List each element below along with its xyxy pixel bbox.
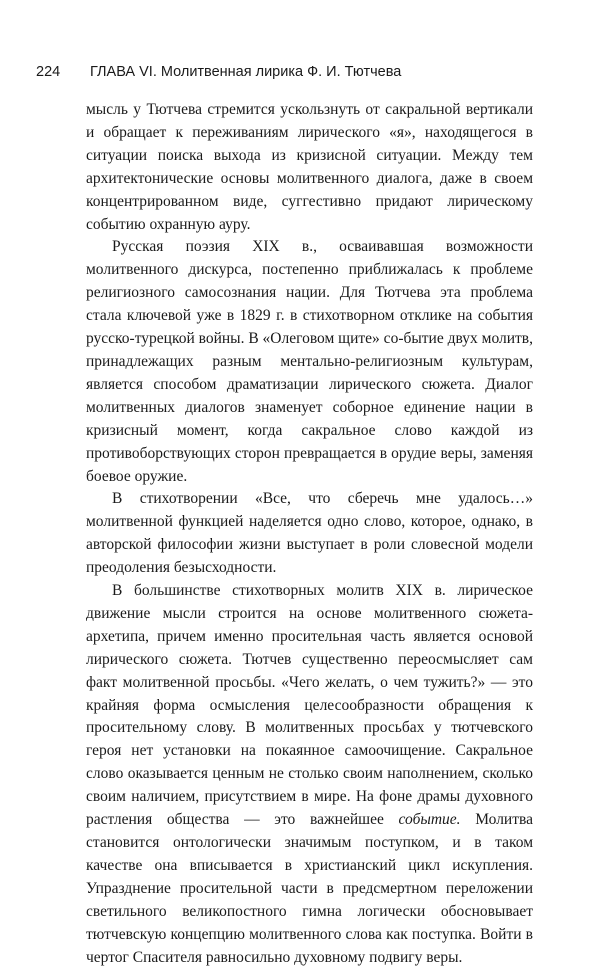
- emphasized-word: событие.: [398, 811, 461, 829]
- running-head: [36, 62, 556, 82]
- paragraph: Русская поэзия XIX в., осваивавшая возможности молитвенного дискурса, постепенно приближалась к проблеме религиозного самосознания нации. Для Тютчева эта проблема стала ключевой уже в 1829 г. в стихотворном отклике на события русско-турецкой войны. В «Олеговом щите» со-бытие двух молитв, принадлежащих разным ментально-религиозным культурам, является способом драматизации лирического сюжета. Диалог молитвенных диалогов знаменует соборное единение нации в кризисный момент, когда сакральное слово каждой из противоборствующих сторон превращается в орудие веры, заменяя боевое оружие.: [86, 238, 534, 485]
- page-number: 224: [36, 64, 61, 80]
- paragraph-with-emphasis: [86, 580, 533, 969]
- body-text: [86, 99, 533, 969]
- paragraph-text-part: В большинстве стихотворных молитв XIX в. лирическое движение мысли строится на основе молитвенного сюжета-архетипа, причем именно просительная часть является основой лирического сюжета. Тютчев существенно переосмысляет сам факт молитвенной просьбы. «Чего желать, о чем тужить?» — это крайняя форма осмысления целесообразности обращения к просительному слову. В молитвенных просьбах у тютчевского героя нет установки на покаянное самоочищение. Сакральное слово оказывается ценным не столько своим наполнением, сколько своим наличием, присутствием в мире. На фоне драмы духовного растления общества — это важнейшее: [86, 582, 533, 829]
- chapter-title: ГЛАВА VI. Молитвенная лирика Ф. И. Тютчева: [90, 64, 402, 80]
- paragraph: В стихотворении «Все, что сберечь мне удалось…» молитвенной функцией наделяется одно слово, которое, однако, в авторской философии жизни выступает в роли словесной модели преодоления безысходности.: [86, 490, 533, 577]
- paragraph-text-part: Молитва становится онтологически значимым поступком, и в таком качестве она вписывается в христианский цикл искупления. Упразднение просительной части в предсмертном переложении светильного великопостного гимна логически обосновывает тютчевскую концепцию молитвенного слова как поступка. Войти в чертог Спасителя равносильно духовному подвигу веры.: [86, 811, 533, 966]
- paragraph-continued: мысль у Тютчева стремится ускользнуть от сакральной вертикали и обращает к переживаниям лирического «я», находящегося в ситуации поиска выхода из кризисной ситуации. Между тем архитектонические основы молитвенного диалога, даже в своем концентрированном виде, суггестивно придают лирическому событию охранную ауру.: [86, 101, 533, 233]
